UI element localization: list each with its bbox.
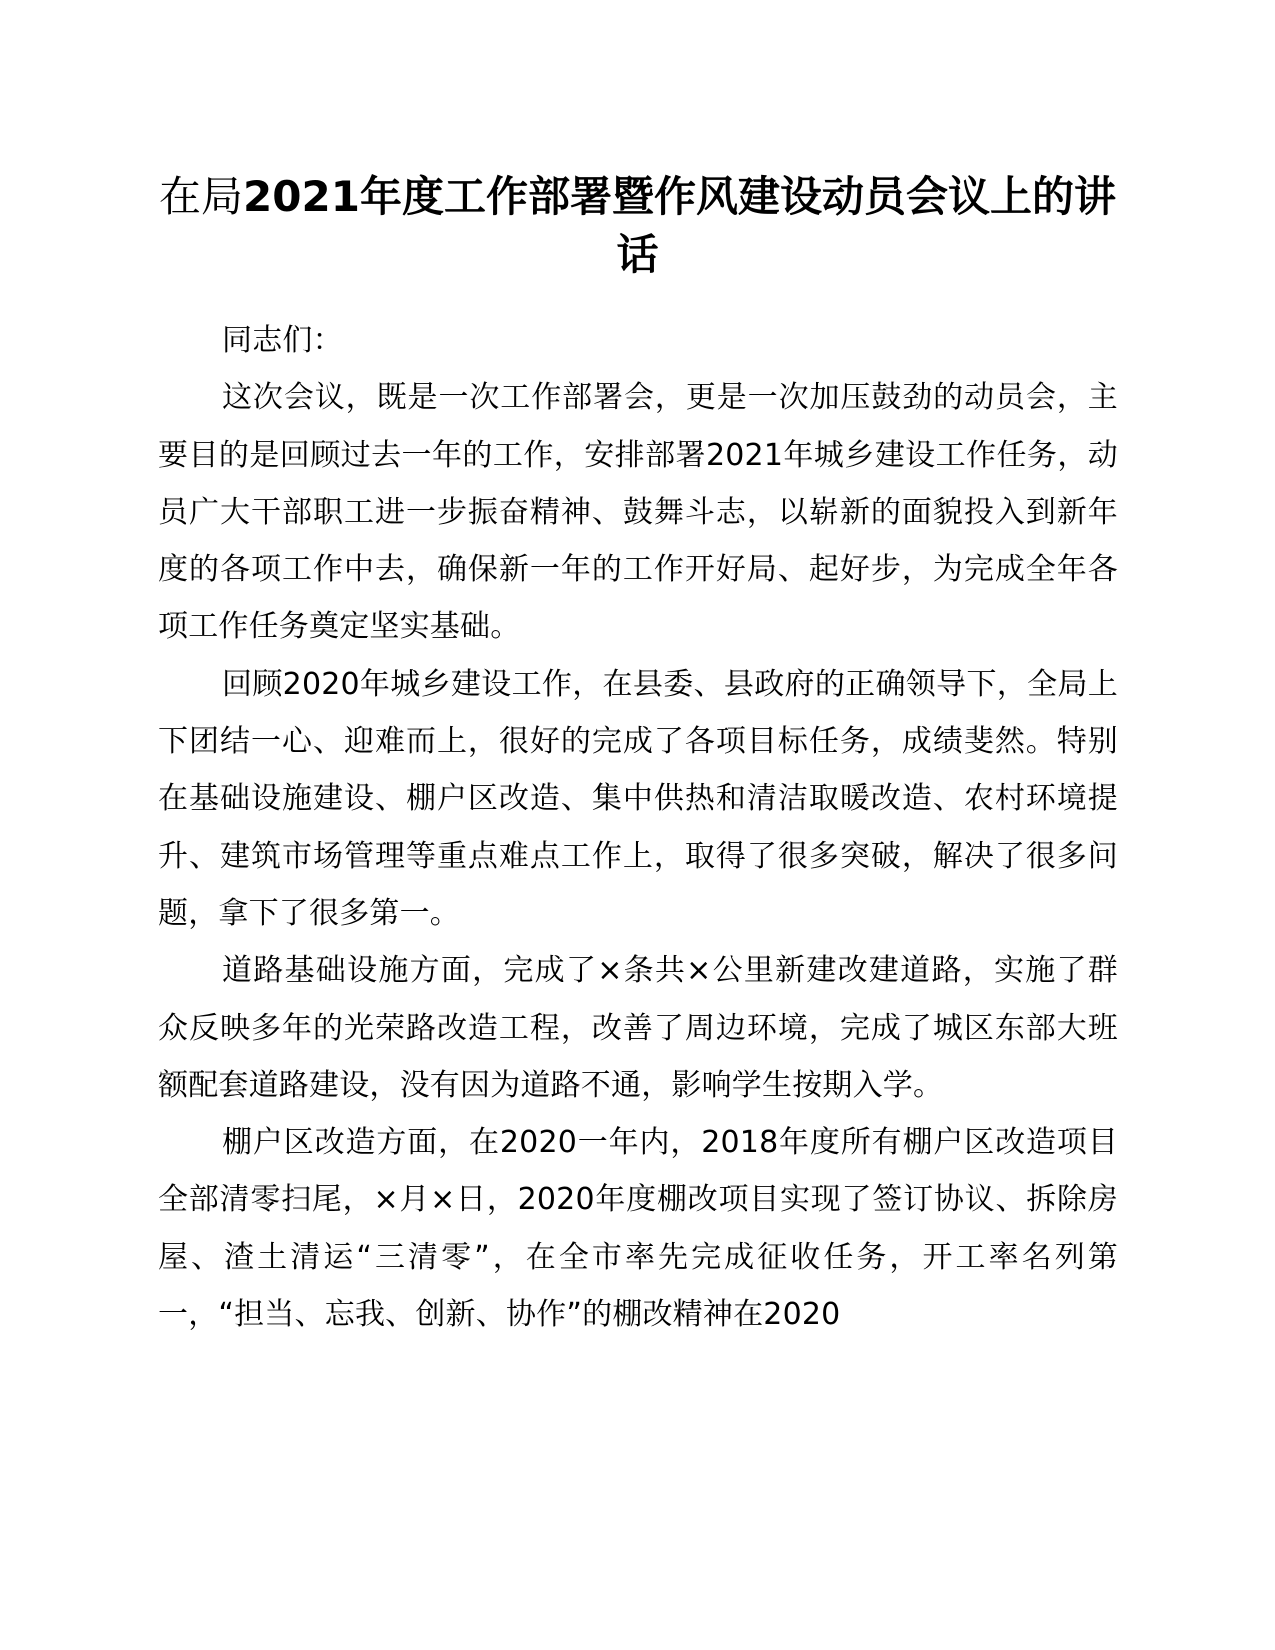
document-body — [158, 312, 1118, 1343]
paragraph-roads: 道路基础设施方面，完成了×条共×公里新建改建道路，实施了群众反映多年的光荣路改造工程，改善了周边环境，完成了城区东部大班额配套道路建设，没有因为道路不通，影响学生按期入学。 — [158, 953, 1118, 1103]
paragraph-intro: 这次会议，既是一次工作部署会，更是一次加压鼓劲的动员会，主要目的是回顾过去一年的工作，安排部署2021年城乡建设工作任务，动员广大干部职工进一步振奋精神、鼓舞斗志，以崭新的面貌投入到新年度的各项工作中去，确保新一年的工作开好局、起好步，为完成全年各项工作任务奠定坚实基础。 — [158, 380, 1118, 645]
salutation: 同志们： — [222, 323, 343, 358]
paragraph-review: 回顾2020年城乡建设工作，在县委、县政府的正确领导下，全局上下团结一心、迎难而上，很好的完成了各项目标任务，成绩斐然。特别在基础设施建设、棚户区改造、集中供热和清洁取暖改造、农村环境提升、建筑市场管理等重点难点工作上，取得了很多突破，解决了很多问题，拿下了很多第一。 — [158, 666, 1118, 931]
title-main: 2021年度工作部署暨作风建设动员会议上的讲话 — [243, 172, 1116, 279]
title-prefix: 在局 — [159, 172, 244, 221]
paragraph-shantytown: 棚户区改造方面，在2020一年内，2018年度所有棚户区改造项目全部清零扫尾，×月×日，2020年度棚改项目实现了签订协议、拆除房屋、渣土清运“三清零”，在全市率先完成征收任务，开工率名列第一，“担当、忘我、创新、协作”的棚改精神在2020 — [158, 1125, 1118, 1333]
document-title — [150, 168, 1125, 284]
